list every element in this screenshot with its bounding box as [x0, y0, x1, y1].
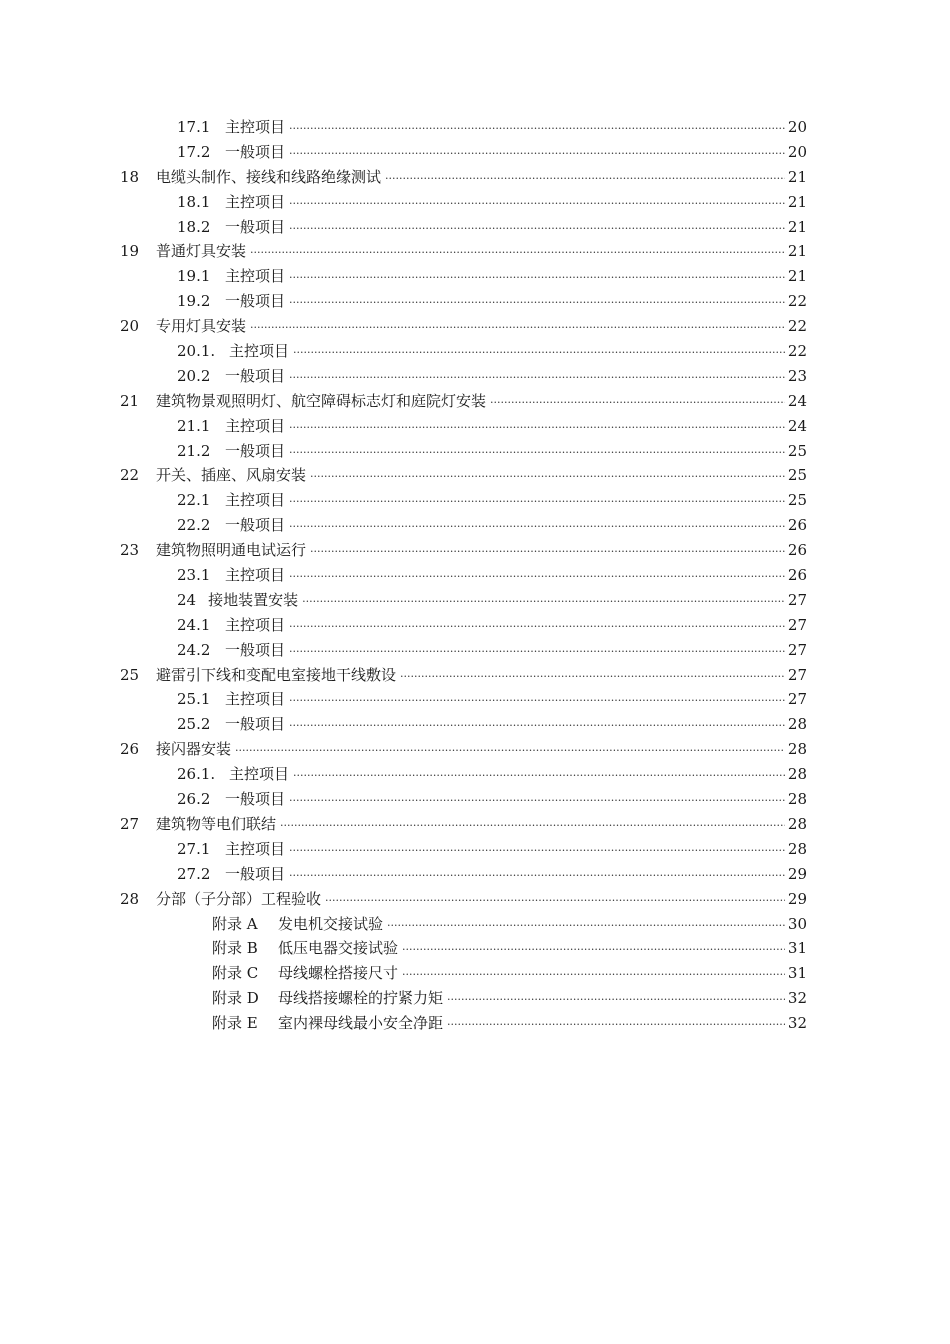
toc-dot-leader — [289, 684, 785, 711]
toc-dot-leader — [400, 660, 785, 687]
toc-entry-page-number: 30 — [787, 914, 807, 933]
toc-entry-title: 一般项目 — [225, 142, 286, 161]
toc-dot-leader — [289, 635, 785, 662]
toc-dot-leader — [447, 1008, 785, 1035]
toc-entry-page-number: 25 — [787, 441, 807, 460]
toc-entry-number: 17.1 — [177, 118, 211, 136]
toc-entry-number: 26.2 — [177, 790, 211, 809]
toc-entry-title: 主控项目 — [225, 839, 286, 858]
toc-entry-number: 22.2 — [177, 516, 211, 535]
toc-entry-page-number: 29 — [787, 889, 807, 908]
toc-dot-leader — [293, 336, 785, 363]
toc-entry-title: 普通灯具安装 — [156, 242, 247, 261]
toc-dot-leader — [289, 610, 785, 637]
toc-entry-number: 18 — [120, 167, 140, 186]
toc-dot-leader — [289, 485, 785, 512]
toc-entry-page-number: 32 — [787, 989, 807, 1008]
toc-entry[interactable] — [0, 364, 950, 389]
toc-entry[interactable] — [0, 1011, 950, 1036]
toc-entry-page-number: 31 — [787, 939, 807, 958]
toc-entry-title: 开关、插座、风扇安装 — [156, 466, 307, 485]
toc-dot-leader — [280, 809, 785, 836]
toc-entry-title: 一般项目 — [225, 640, 286, 659]
toc-entry-number: 23.1 — [177, 566, 211, 585]
toc-entry-title: 主控项目 — [225, 192, 286, 211]
toc-entry-page-number: 26 — [787, 516, 807, 535]
toc-entry-number: 19 — [120, 242, 140, 261]
toc-entry-number: 20 — [120, 317, 140, 336]
toc-dot-leader — [402, 958, 785, 985]
toc-entry-title: 电缆头制作、接线和线路绝缘测试 — [156, 167, 382, 186]
toc-dot-leader — [289, 411, 785, 438]
toc-entry-page-number: 25 — [787, 491, 807, 510]
toc-dot-leader — [490, 386, 785, 413]
toc-entry-number: 22 — [120, 466, 140, 485]
toc-entry-page-number: 28 — [787, 765, 807, 784]
toc-dot-leader — [289, 261, 785, 288]
toc-dot-leader — [310, 460, 785, 487]
toc-entry-number: 24 — [177, 590, 197, 609]
toc-entry-number: 25.1 — [177, 690, 211, 709]
toc-dot-leader — [289, 859, 785, 886]
toc-entry-page-number: 28 — [787, 715, 807, 734]
toc-entry-title: 主控项目 — [225, 118, 286, 136]
toc-entry-number: 28 — [120, 889, 140, 908]
toc-entry-title: 发电机交接试验 — [278, 914, 384, 933]
toc-entry-page-number: 27 — [787, 590, 807, 609]
toc-entry-page-number: 21 — [787, 242, 807, 261]
toc-entry-number: 21 — [120, 391, 140, 410]
toc-dot-leader — [402, 933, 785, 960]
toc-entry-number: 27 — [120, 814, 140, 833]
toc-dot-leader — [289, 286, 785, 313]
toc-entry-page-number: 21 — [787, 267, 807, 286]
toc-entry-title: 避雷引下线和变配电室接地干线敷设 — [156, 665, 397, 684]
toc-entry-page-number: 21 — [787, 192, 807, 211]
toc-entry-page-number: 27 — [787, 690, 807, 709]
toc-entry-number: 17.2 — [177, 142, 211, 161]
toc-entry-number: 24.2 — [177, 640, 211, 659]
toc-dot-leader — [387, 909, 785, 936]
toc-entry-title: 一般项目 — [225, 292, 286, 311]
toc-entry-title: 接地装置安装 — [208, 590, 299, 609]
toc-entry-title: 主控项目 — [225, 615, 286, 634]
toc-entry-title: 一般项目 — [225, 516, 286, 535]
toc-entry-page-number: 28 — [787, 740, 807, 759]
toc-entry-title: 主控项目 — [225, 491, 286, 510]
toc-dot-leader — [289, 436, 785, 463]
toc-dot-leader — [325, 884, 785, 911]
toc-entry-title: 主控项目 — [225, 416, 286, 435]
toc-entry-page-number: 27 — [787, 615, 807, 634]
toc-entry-title: 主控项目 — [225, 267, 286, 286]
toc-entry-number: 附录 C — [212, 964, 259, 983]
toc-entry-page-number: 28 — [787, 839, 807, 858]
toc-entry-title: 建筑物景观照明灯、航空障碍标志灯和庭院灯安装 — [156, 391, 487, 410]
toc-entry-number: 24.1 — [177, 615, 211, 634]
toc-dot-leader — [250, 311, 785, 338]
toc-dot-leader — [310, 535, 785, 562]
toc-entry-number: 22.1 — [177, 491, 211, 510]
toc-dot-leader — [289, 137, 785, 164]
toc-entry-title: 主控项目 — [229, 765, 290, 784]
toc-entry-title: 主控项目 — [229, 342, 290, 361]
toc-dot-leader — [289, 834, 785, 861]
toc-entry-number: 20.2 — [177, 366, 211, 385]
toc-entry-title: 建筑物照明通电试运行 — [156, 541, 307, 560]
toc-entry-title: 分部（子分部）工程验收 — [156, 889, 322, 908]
toc-dot-leader — [235, 734, 785, 761]
toc-entry-number: 26 — [120, 740, 140, 759]
toc-entry-page-number: 21 — [787, 167, 807, 186]
toc-entry-title: 一般项目 — [225, 715, 286, 734]
toc-entry-number: 附录 D — [212, 989, 259, 1008]
toc-dot-leader — [289, 112, 785, 139]
toc-entry-page-number: 26 — [787, 541, 807, 560]
toc-entry-number: 附录 B — [212, 939, 258, 958]
toc-entry-title: 母线螺栓搭接尺寸 — [278, 964, 399, 983]
toc-entry-title: 一般项目 — [225, 217, 286, 236]
toc-entry-number: 附录 E — [212, 1014, 258, 1033]
toc-entry-title: 一般项目 — [225, 441, 286, 460]
toc-entry-number: 20.1. — [177, 342, 216, 361]
toc-dot-leader — [289, 212, 785, 239]
toc-dot-leader — [385, 162, 785, 189]
toc-entry-page-number: 27 — [787, 665, 807, 684]
toc-dot-leader — [289, 361, 785, 388]
toc-dot-leader — [289, 709, 785, 736]
toc-entry-number: 19.2 — [177, 292, 211, 311]
toc-entry-page-number: 21 — [787, 217, 807, 236]
toc-entry-number: 25 — [120, 665, 140, 684]
toc-entry-number: 23 — [120, 541, 140, 560]
toc-entry-page-number: 20 — [787, 142, 807, 161]
toc-entry-title: 主控项目 — [225, 690, 286, 709]
toc-entry-number: 25.2 — [177, 715, 211, 734]
toc-entry-page-number: 22 — [787, 317, 807, 336]
toc-dot-leader — [447, 983, 785, 1010]
toc-dot-leader — [289, 560, 785, 587]
toc-dot-leader — [293, 759, 785, 786]
toc-entry-title: 一般项目 — [225, 790, 286, 809]
toc-entry-title: 接闪器安装 — [156, 740, 232, 759]
toc-dot-leader — [302, 585, 785, 612]
toc-entry-page-number: 28 — [787, 790, 807, 809]
toc-entry-page-number: 25 — [787, 466, 807, 485]
toc-entry-page-number: 32 — [787, 1014, 807, 1033]
toc-entry-number: 附录 A — [212, 914, 258, 933]
toc-entry-page-number: 20 — [787, 118, 807, 136]
toc-entry-page-number: 29 — [787, 864, 807, 883]
toc-entry-title: 主控项目 — [225, 566, 286, 585]
toc-entry-title: 专用灯具安装 — [156, 317, 247, 336]
table-of-contents — [0, 115, 950, 1036]
toc-entry-page-number: 24 — [787, 391, 807, 410]
toc-entry-page-number: 26 — [787, 566, 807, 585]
toc-entry-title: 母线搭接螺栓的拧紧力矩 — [278, 989, 444, 1008]
toc-entry-page-number: 31 — [787, 964, 807, 983]
toc-dot-leader — [289, 187, 785, 214]
toc-entry-page-number: 23 — [787, 366, 807, 385]
toc-dot-leader — [250, 236, 785, 263]
toc-entry-number: 18.1 — [177, 192, 211, 211]
toc-entry-number: 27.1 — [177, 839, 211, 858]
toc-entry-title: 建筑物等电们联结 — [156, 814, 277, 833]
toc-entry-number: 21.2 — [177, 441, 211, 460]
toc-entry-page-number: 22 — [787, 292, 807, 311]
toc-dot-leader — [289, 510, 785, 537]
toc-entry-page-number: 28 — [787, 814, 807, 833]
toc-entry-number: 27.2 — [177, 864, 211, 883]
toc-dot-leader — [289, 784, 785, 811]
toc-entry-page-number: 24 — [787, 416, 807, 435]
toc-entry-title: 低压电器交接试验 — [278, 939, 399, 958]
toc-entry-title: 室内裸母线最小安全净距 — [278, 1014, 444, 1033]
toc-entry-number: 18.2 — [177, 217, 211, 236]
toc-entry-number: 19.1 — [177, 267, 211, 286]
toc-entry-page-number: 27 — [787, 640, 807, 659]
toc-entry-number: 26.1. — [177, 765, 216, 784]
toc-entry-title: 一般项目 — [225, 864, 286, 883]
toc-entry-title: 一般项目 — [225, 366, 286, 385]
toc-entry-number: 21.1 — [177, 416, 211, 435]
toc-entry-page-number: 22 — [787, 342, 807, 361]
